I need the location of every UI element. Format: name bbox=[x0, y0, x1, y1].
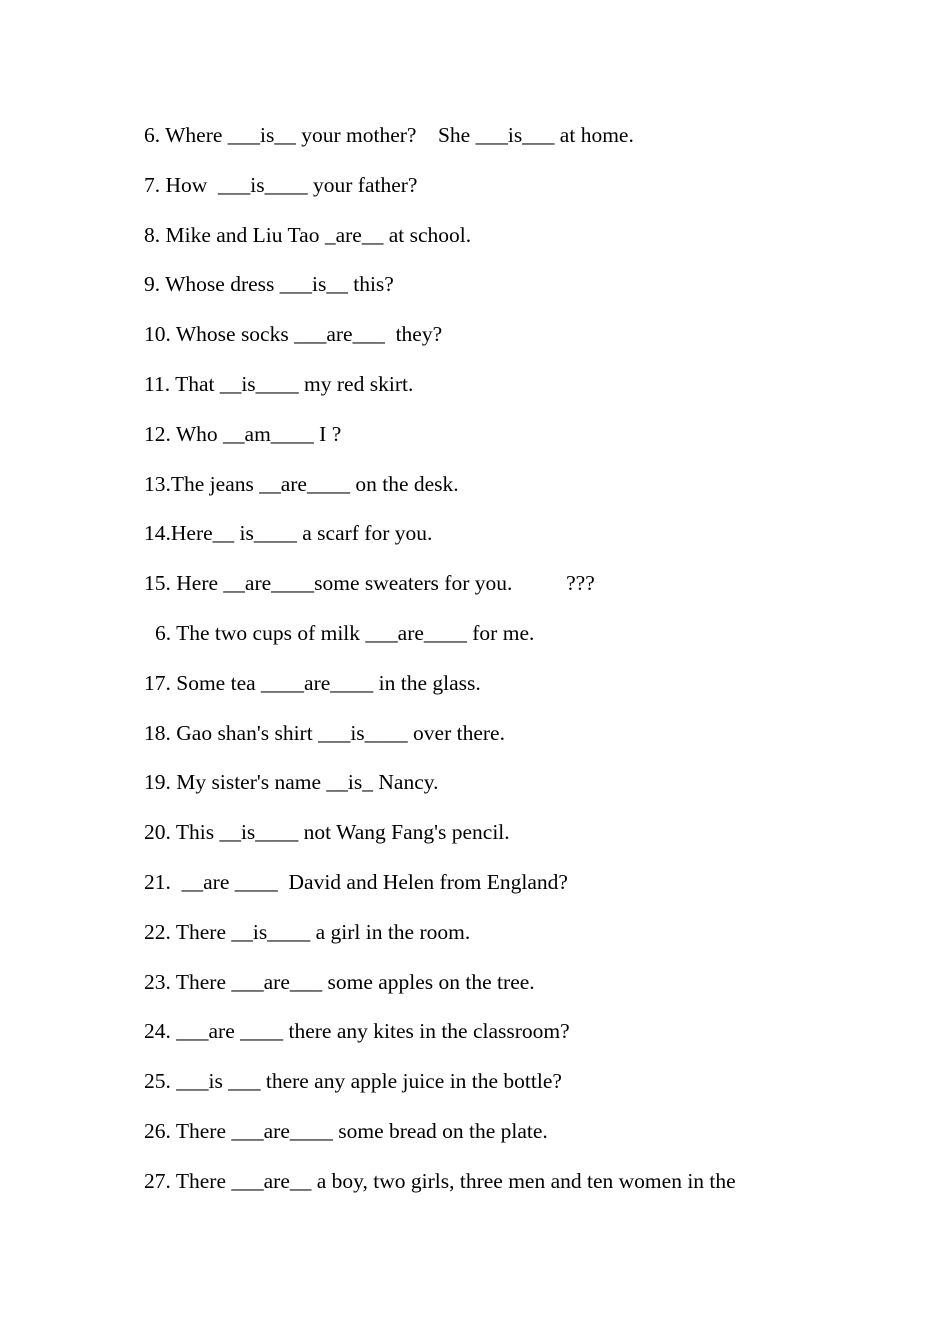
exercise-line-22: 22. There __is____ a girl in the room. bbox=[144, 919, 471, 944]
exercise-line-16: 6. The two cups of milk ___are____ for me. bbox=[155, 620, 535, 645]
exercise-list bbox=[144, 117, 864, 1213]
exercise-line-6: 6. Where ___is__ your mother? She ___is___ at home. bbox=[144, 123, 634, 147]
exercise-line-21: 21. __are ____ David and Helen from England? bbox=[144, 869, 568, 894]
exercise-line-27: 27. There ___are__ a boy, two girls, three men and ten women in the bbox=[144, 1168, 736, 1193]
exercise-line-10: 10. Whose socks ___are___ they? bbox=[144, 322, 443, 347]
exercise-line-20: 20. This __is____ not Wang Fang's pencil. bbox=[144, 820, 510, 845]
exercise-line-24: 24. ___are ____ there any kites in the classroom? bbox=[144, 1019, 570, 1044]
exercise-line-15: 15. Here __are____some sweaters for you. ??? bbox=[144, 571, 595, 596]
exercise-line-13: 13.The jeans __are____ on the desk. bbox=[144, 471, 459, 496]
exercise-line-11: 11. That __is____ my red skirt. bbox=[144, 371, 414, 396]
exercise-line-18: 18. Gao shan's shirt ___is____ over there. bbox=[144, 720, 505, 745]
exercise-line-8: 8. Mike and Liu Tao _are__ at school. bbox=[144, 222, 472, 247]
exercise-line-7: 7. How ___is____ your father? bbox=[144, 172, 418, 197]
exercise-line-19: 19. My sister's name __is_ Nancy. bbox=[144, 770, 439, 795]
exercise-line-14: 14.Here__ is____ a scarf for you. bbox=[144, 521, 433, 546]
exercise-line-12: 12. Who __am____ I ? bbox=[144, 421, 342, 446]
exercise-line-17: 17. Some tea ____are____ in the glass. bbox=[144, 670, 481, 695]
exercise-line-23: 23. There ___are___ some apples on the tree. bbox=[144, 969, 535, 994]
exercise-line-26: 26. There ___are____ some bread on the plate. bbox=[144, 1118, 548, 1143]
exercise-line-9: 9. Whose dress ___is__ this? bbox=[144, 272, 394, 297]
exercise-line-25: 25. ___is ___ there any apple juice in the bottle? bbox=[144, 1069, 562, 1094]
